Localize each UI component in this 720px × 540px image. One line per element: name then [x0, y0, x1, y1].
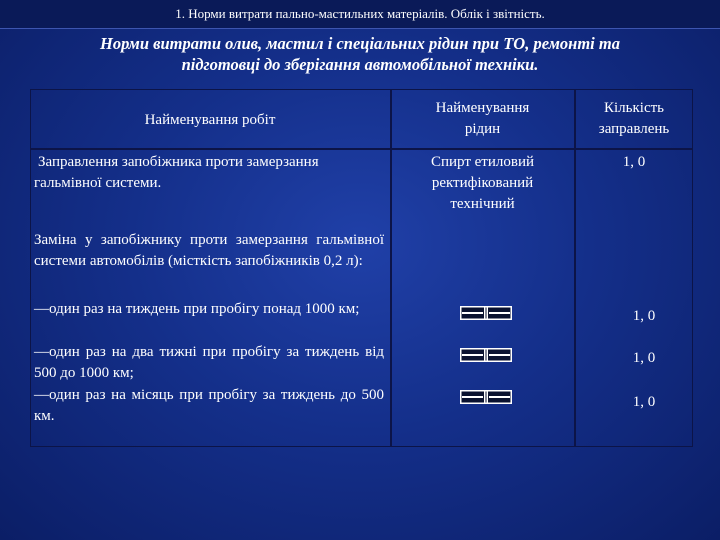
row2-item-3-quantity: 1, 0 — [632, 394, 656, 410]
column-header-quantity-line: заправлень — [598, 121, 670, 137]
column-header-quantity-line: Кількість — [603, 100, 664, 116]
row1-fluid-line: Спирт етиловий — [430, 154, 535, 170]
column-header-work: Найменування робіт — [144, 112, 276, 128]
table-column-divider — [390, 89, 392, 447]
row2-item-3: —один раз на місяць при пробігу за тиждень до 500 км. — [34, 387, 384, 424]
row2-item-2: —один раз на два тижні при пробігу за тиждень від 500 до 1000 км; — [34, 344, 384, 381]
row1-fluid-line: ректифікований — [431, 175, 534, 191]
row2-work: Заміна у запобіжнику проти замерзання гальмівної системи автомобілів (місткість запобіжників 0,2 л): — [34, 232, 384, 269]
row2-item-1: —один раз на тиждень при пробігу понад 1000 км; — [34, 301, 360, 317]
column-header-fluid-line: рідин — [464, 121, 501, 137]
ditto-mark-icon — [460, 388, 512, 406]
slide-title-line-2: підготовці до зберігання автомобільної техніки. — [181, 55, 539, 74]
column-header-fluid — [391, 98, 574, 140]
table-header-divider — [30, 148, 693, 150]
column-header-fluid-line: Найменування — [435, 100, 530, 116]
row2-item-2-quantity: 1, 0 — [632, 350, 656, 366]
row2-item-1-quantity: 1, 0 — [632, 308, 656, 324]
slide-title — [40, 33, 680, 75]
ditto-mark-icon — [460, 304, 512, 322]
row1-quantity: 1, 0 — [622, 154, 646, 170]
header-bar — [0, 0, 720, 29]
slide-title-line-1: Норми витрати олив, мастил і спеціальних рідин при ТО, ремонті та — [100, 34, 620, 53]
header-title: 1. Норми витрати пально-мастильних матеріалів. Облік і звітність. — [175, 6, 545, 21]
row1-fluid — [391, 152, 574, 215]
row1-work: Заправлення запобіжника проти замерзання гальмівної системи. — [34, 154, 319, 191]
column-header-quantity — [575, 98, 693, 140]
row1-fluid-line: технічний — [450, 196, 515, 212]
ditto-mark-icon — [460, 346, 512, 364]
